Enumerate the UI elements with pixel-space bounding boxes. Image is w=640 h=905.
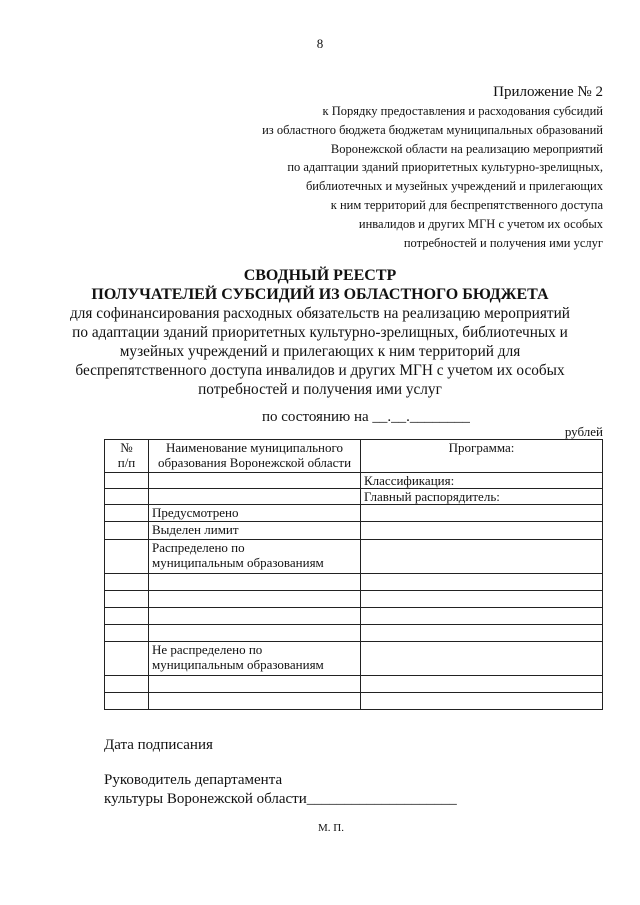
purpose-line: потребностей и получения ими услуг [198, 381, 442, 398]
header-name: Наименование муниципального [165, 440, 344, 455]
header-number-sub: п/п [117, 455, 136, 470]
stamp-label: М. П. [318, 822, 344, 834]
table-cell [105, 591, 149, 608]
table-cell [149, 608, 361, 625]
appendix-line: по адаптации зданий приоритетных культурно-зрелищных, [287, 160, 603, 175]
provided-cell: Предусмотрено [149, 505, 361, 522]
table-row [105, 608, 603, 625]
appendix-line: потребностей и получения ими услуг [403, 235, 603, 250]
not-distributed-label: Не распределено по [152, 642, 263, 657]
appendix-line: инвалидов и других МГН с учетом их особых [358, 216, 603, 231]
table-row [105, 522, 603, 540]
table-cell [105, 608, 149, 625]
table-cell [361, 505, 603, 522]
appendix-line: библиотечных и музейных учреждений и прилегающих [305, 179, 603, 194]
distributed-cell [149, 540, 361, 574]
table-cell [361, 540, 603, 574]
table-cell [105, 642, 149, 676]
distributed-label: Распределено по [152, 540, 245, 555]
table-row [105, 591, 603, 608]
document-subtitle: ПОЛУЧАТЕЛЕЙ СУБСИДИЙ ИЗ ОБЛАСТНОГО БЮДЖЕТА [91, 286, 549, 303]
document-title: СВОДНЫЙ РЕЕСТР [243, 267, 397, 284]
table-cell [361, 591, 603, 608]
not-distributed-cell [149, 642, 361, 676]
table-row [105, 473, 603, 489]
table-cell [149, 473, 361, 489]
table-cell [149, 574, 361, 591]
distributed-label-sub: муниципальным образованиям [152, 555, 324, 570]
registry-table [104, 439, 603, 710]
table-row [105, 642, 603, 676]
table-cell [361, 642, 603, 676]
purpose-line: для софинансирования расходных обязательств на реализацию мероприятий [70, 305, 570, 322]
appendix-line: из областного бюджета бюджетам муниципальных образований [262, 122, 603, 137]
document-heading [60, 266, 580, 399]
head-title-line2: культуры Воронежской области____________________ [104, 791, 457, 807]
table-cell [361, 608, 603, 625]
table-cell [149, 693, 361, 710]
table-cell [361, 574, 603, 591]
appendix-line: к Порядку предоставления и расходования субсидий [322, 104, 603, 118]
header-name-sub: образования Воронежской области [157, 455, 352, 470]
as-of-date: по состоянию на __.__.________ [262, 409, 470, 425]
table-cell [105, 693, 149, 710]
table-cell [105, 505, 149, 522]
table-cell [361, 522, 603, 540]
table-cell [105, 676, 149, 693]
head-title-line1: Руководитель департамента [104, 772, 283, 788]
appendix-line: к ним территорий для беспрепятственного доступа [330, 197, 603, 212]
table-row [105, 574, 603, 591]
table-header-row [105, 440, 603, 473]
purpose-line: по адаптации зданий приоритетных культурно-зрелищных, библиотечных и [72, 324, 568, 341]
table-cell [361, 625, 603, 642]
limit-cell: Выделен лимит [149, 522, 361, 540]
table-cell [105, 625, 149, 642]
classification-cell: Классификация: [361, 473, 603, 489]
appendix-title: Приложение № 2 [493, 84, 603, 100]
table-cell [149, 489, 361, 505]
table-row [105, 489, 603, 505]
table-cell [105, 540, 149, 574]
purpose-line: беспрепятственного доступа инвалидов и других МГН с учетом их особых [75, 362, 565, 379]
purpose-line: музейных учреждений и прилегающих к ним территорий для [119, 343, 521, 360]
appendix-header [183, 82, 603, 252]
table-cell [149, 676, 361, 693]
not-distributed-label-sub: муниципальным образованиям [152, 657, 324, 672]
table-cell [105, 522, 149, 540]
table-cell [105, 489, 149, 505]
table-row [105, 676, 603, 693]
page-number: 8 [316, 36, 324, 51]
header-program-cell: Программа: [361, 440, 603, 473]
table-cell [105, 574, 149, 591]
table-row [105, 693, 603, 710]
currency-label: рублей [564, 424, 603, 439]
header-number-cell [105, 440, 149, 473]
table-row [105, 540, 603, 574]
table-row [105, 505, 603, 522]
table-cell [361, 676, 603, 693]
signing-date-label: Дата подписания [104, 737, 213, 753]
table-cell [149, 625, 361, 642]
table-cell [149, 591, 361, 608]
table-cell [105, 473, 149, 489]
header-number: № [120, 440, 133, 455]
table-row [105, 625, 603, 642]
main-manager-cell: Главный распорядитель: [361, 489, 603, 505]
header-name-cell [149, 440, 361, 473]
table-cell [361, 693, 603, 710]
appendix-line: Воронежской области на реализацию мероприятий [330, 141, 603, 156]
